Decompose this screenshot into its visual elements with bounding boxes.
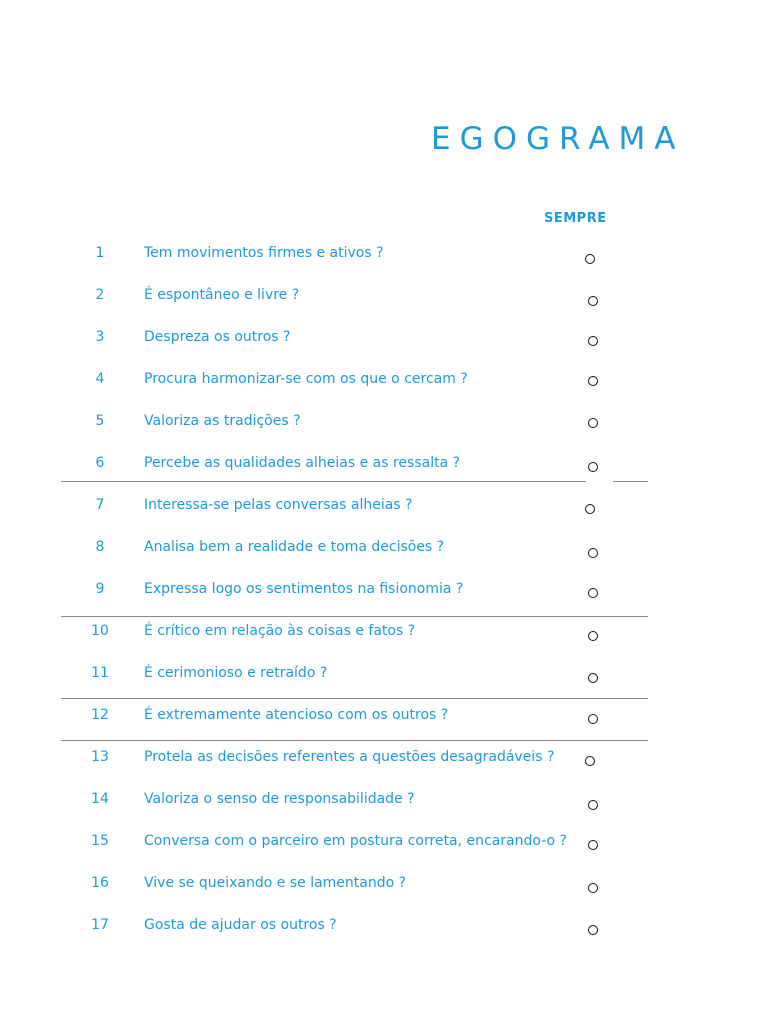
question-number: 17 (91, 917, 109, 933)
radio-sempre-9[interactable] (588, 588, 598, 598)
question-text: Tem movimentos firmes e ativos ? (144, 245, 384, 261)
question-number: 5 (95, 413, 105, 429)
question-text: É crítico em relação às coisas e fatos ? (144, 623, 416, 639)
section-divider (61, 740, 648, 741)
question-text: Gosta de ajudar os outros ? (144, 917, 337, 933)
question-text: Percebe as qualidades alheias e as ressalta ? (144, 455, 461, 471)
question-text: Valoriza o senso de responsabilidade ? (144, 791, 415, 807)
question-number: 4 (95, 371, 105, 387)
question-text: Analisa bem a realidade e toma decisões ? (144, 539, 445, 555)
question-text: Protela as decisões referentes a questões desagradáveis ? (144, 749, 555, 765)
radio-sempre-16[interactable] (588, 883, 598, 893)
radio-sempre-12[interactable] (588, 714, 598, 724)
radio-sempre-6[interactable] (588, 462, 598, 472)
question-number: 11 (91, 665, 109, 681)
title-clip (0, 118, 685, 170)
radio-sempre-2[interactable] (588, 296, 598, 306)
question-text: Expressa logo os sentimentos na fisionomia ? (144, 581, 464, 597)
radio-sempre-10[interactable] (588, 631, 598, 641)
radio-sempre-7[interactable] (585, 504, 595, 514)
question-number: 13 (91, 749, 109, 765)
question-number: 8 (95, 539, 105, 555)
question-text: Interessa-se pelas conversas alheias ? (144, 497, 413, 513)
radio-sempre-15[interactable] (588, 840, 598, 850)
section-divider (61, 481, 586, 482)
radio-sempre-8[interactable] (588, 548, 598, 558)
question-text: Conversa com o parceiro em postura correta, encarando-o ? (144, 833, 567, 849)
question-text: Despreza os outros ? (144, 329, 291, 345)
section-divider (61, 698, 648, 699)
page-title: EGOGRAMA (431, 121, 685, 157)
section-divider (613, 481, 648, 482)
question-number: 7 (95, 497, 105, 513)
question-number: 10 (91, 623, 109, 639)
question-number: 15 (91, 833, 109, 849)
radio-sempre-5[interactable] (588, 418, 598, 428)
radio-sempre-11[interactable] (588, 673, 598, 683)
radio-sempre-14[interactable] (588, 800, 598, 810)
radio-sempre-13[interactable] (585, 756, 595, 766)
question-number: 1 (95, 245, 105, 261)
section-divider (61, 616, 648, 617)
radio-sempre-17[interactable] (588, 925, 598, 935)
question-text: Valoriza as tradições ? (144, 413, 301, 429)
column-header-sempre: SEMPRE (544, 211, 607, 226)
question-number: 16 (91, 875, 109, 891)
question-text: É extremamente atencioso com os outros ? (144, 707, 449, 723)
radio-sempre-3[interactable] (588, 336, 598, 346)
radio-sempre-1[interactable] (585, 254, 595, 264)
question-number: 9 (95, 581, 105, 597)
question-number: 12 (91, 707, 109, 723)
question-text: Vive se queixando e se lamentando ? (144, 875, 407, 891)
question-text: É espontâneo e livre ? (144, 287, 300, 303)
question-number: 3 (95, 329, 105, 345)
question-text: Procura harmonizar-se com os que o cercam ? (144, 371, 468, 387)
question-number: 14 (91, 791, 109, 807)
question-number: 6 (95, 455, 105, 471)
question-number: 2 (95, 287, 105, 303)
radio-sempre-4[interactable] (588, 376, 598, 386)
question-text: É cerimonioso e retraído ? (144, 665, 328, 681)
